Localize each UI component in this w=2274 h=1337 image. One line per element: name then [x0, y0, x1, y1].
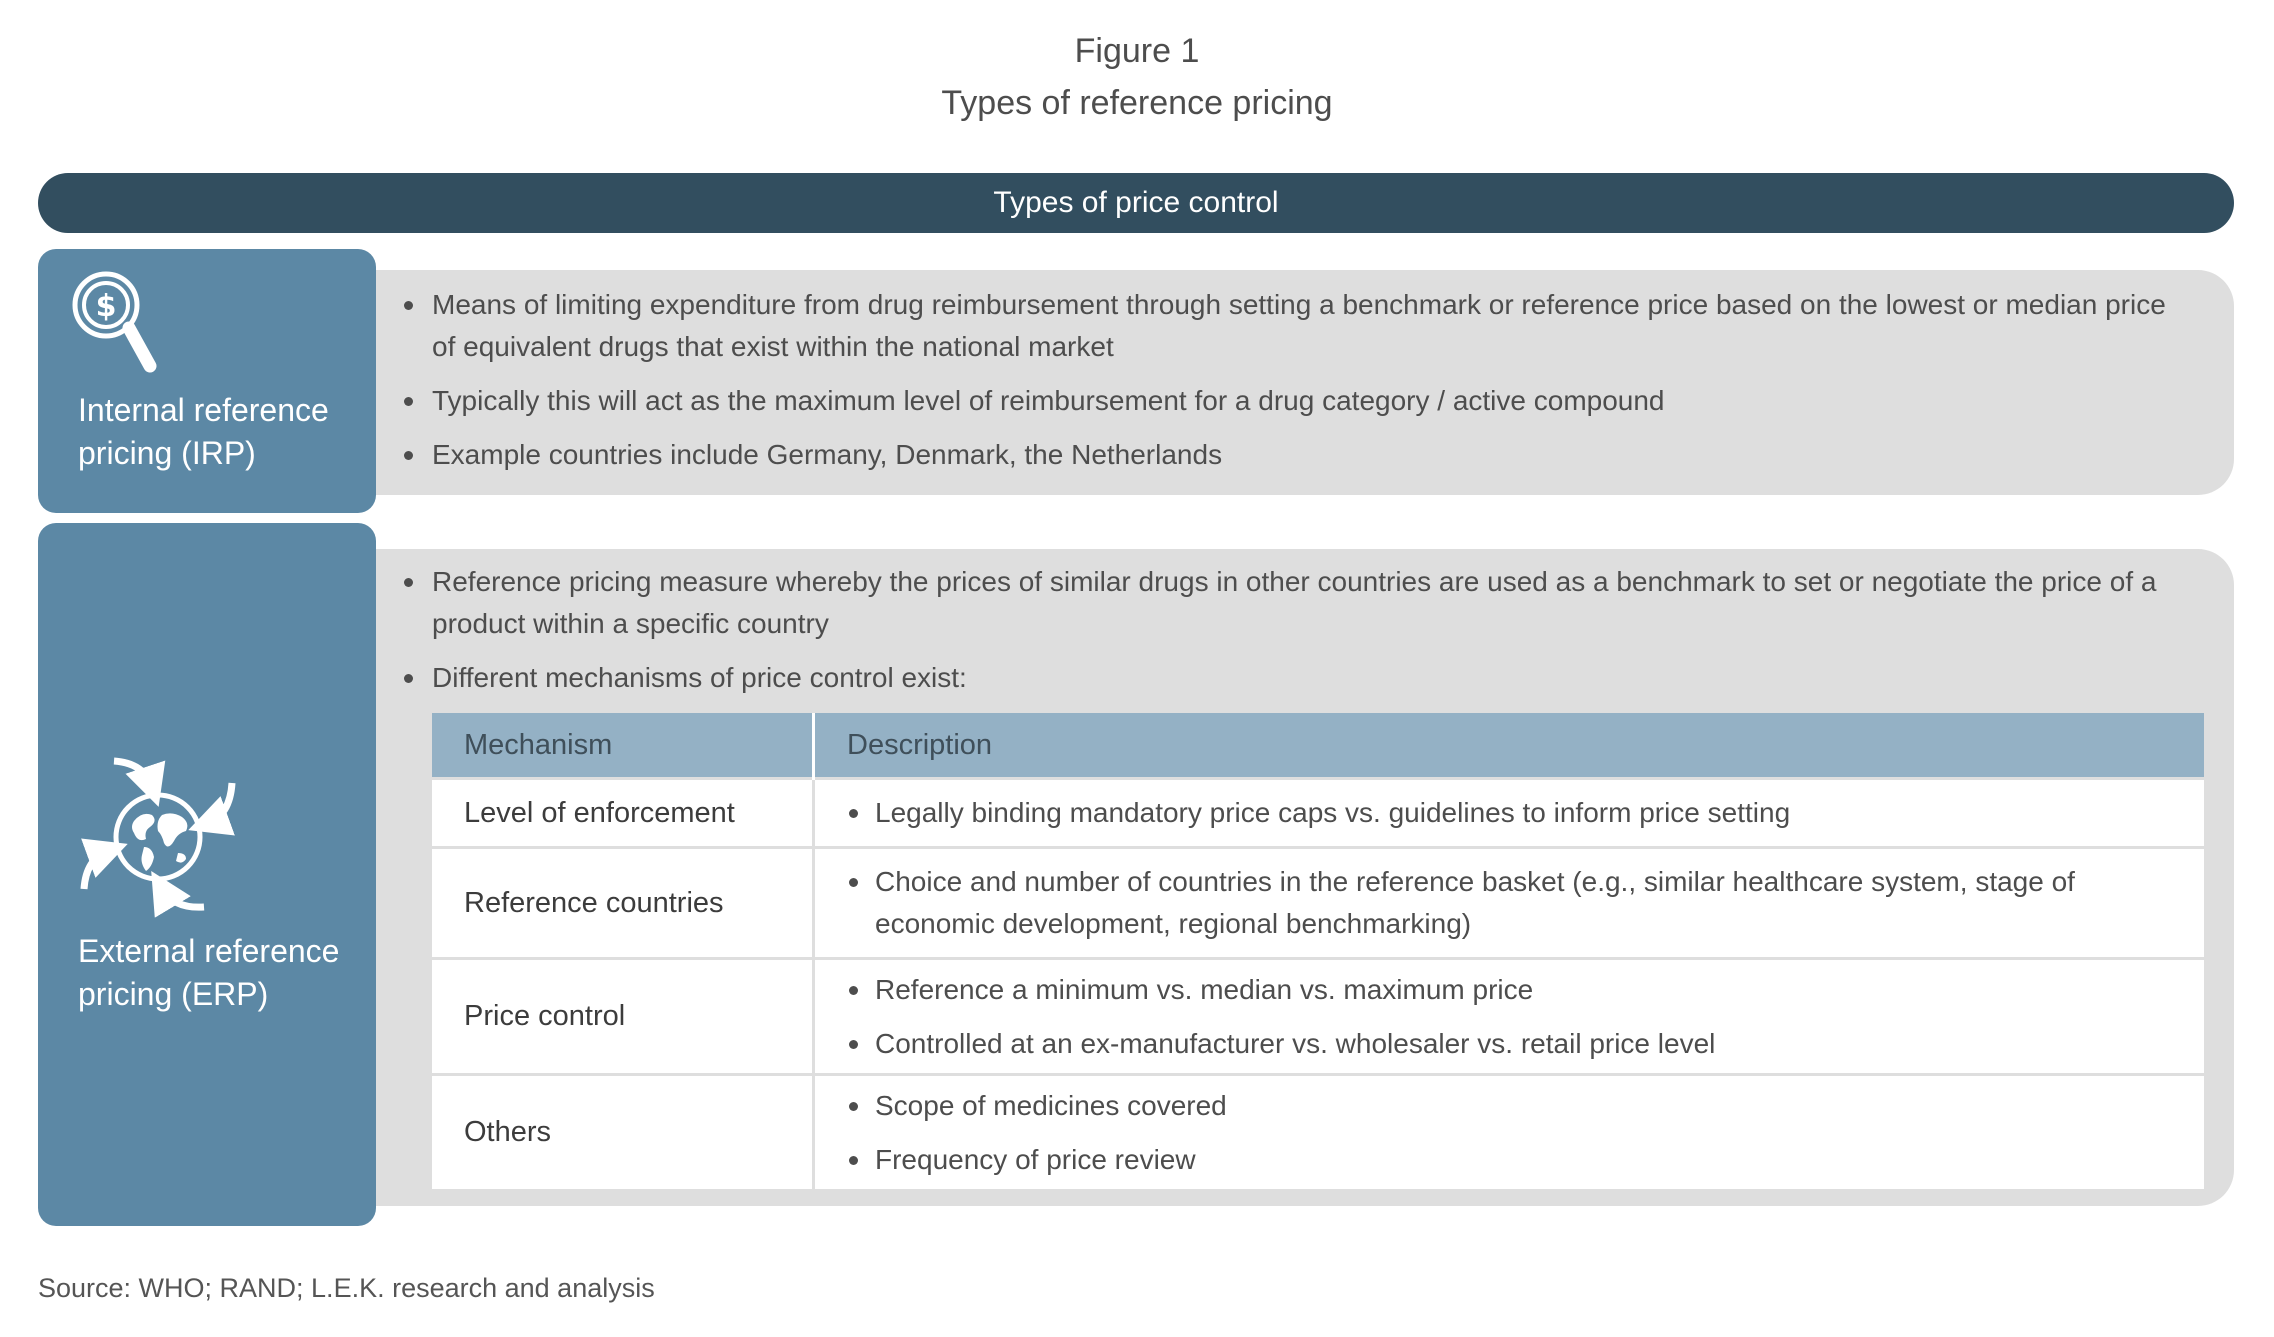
erp-title-line: External reference [78, 933, 340, 969]
description-bullet: Frequency of price review [847, 1139, 2174, 1181]
description-header: Description [814, 713, 2205, 779]
description-bullet: Choice and number of countries in the reference basket (e.g., similar healthcare system, stage of economic development, regional benchmarking) [847, 861, 2174, 945]
mechanism-cell: Reference countries [432, 848, 814, 959]
table-row [432, 959, 2204, 1075]
table-header-row [432, 713, 2204, 779]
irp-bullet: Means of limiting expenditure from drug reimbursement through setting a benchmark or reference price based on the lowest or median price of equivalent drugs that exist within the national market [398, 284, 2182, 368]
irp-bullet-list [398, 284, 2182, 488]
erp-side-panel [38, 523, 376, 1226]
description-cell [814, 779, 2205, 848]
mechanism-cell: Price control [432, 959, 814, 1075]
irp-title-line: Internal reference [78, 392, 329, 428]
globe-arrows-icon [74, 751, 244, 926]
magnifier-dollar-icon [70, 269, 160, 382]
erp-bullet: Reference pricing measure whereby the prices of similar drugs in other countries are used as a benchmark to set or negotiate the price of a product within a specific country [398, 561, 2182, 645]
table-row [432, 848, 2204, 959]
table-row [432, 1075, 2204, 1190]
types-of-price-control-banner: Types of price control [38, 173, 2234, 233]
svg-text:$: $ [95, 289, 117, 324]
irp-title-line: pricing (IRP) [78, 435, 256, 471]
irp-title [78, 389, 329, 475]
erp-title-line: pricing (ERP) [78, 976, 269, 1012]
figure-title: Types of reference pricing [941, 84, 1333, 122]
erp-content-panel [370, 549, 2234, 1206]
irp-bullet: Typically this will act as the maximum level of reimbursement for a drug category / active compound [398, 380, 2182, 422]
description-bullet: Scope of medicines covered [847, 1085, 2174, 1127]
mechanism-header: Mechanism [432, 713, 814, 779]
irp-bullet: Example countries include Germany, Denmark, the Netherlands [398, 434, 2182, 476]
description-cell [814, 848, 2205, 959]
mechanism-table [432, 713, 2204, 1189]
figure-label: Figure 1 [1074, 32, 1200, 70]
description-bullet: Legally binding mandatory price caps vs. guidelines to inform price setting [847, 792, 2174, 834]
erp-bullet-list [398, 561, 2182, 711]
source-note: Source: WHO; RAND; L.E.K. research and analysis [38, 1273, 655, 1303]
description-bullet: Reference a minimum vs. median vs. maximum price [847, 969, 2174, 1011]
table-row [432, 779, 2204, 848]
mechanism-cell: Level of enforcement [432, 779, 814, 848]
irp-side-panel [38, 249, 376, 513]
description-bullet: Controlled at an ex-manufacturer vs. wholesaler vs. retail price level [847, 1023, 2174, 1065]
description-cell [814, 1075, 2205, 1190]
irp-content-panel [370, 270, 2234, 495]
erp-bullet: Different mechanisms of price control exist: [398, 657, 2182, 699]
erp-title [78, 930, 339, 1016]
description-cell [814, 959, 2205, 1075]
mechanism-cell: Others [432, 1075, 814, 1190]
